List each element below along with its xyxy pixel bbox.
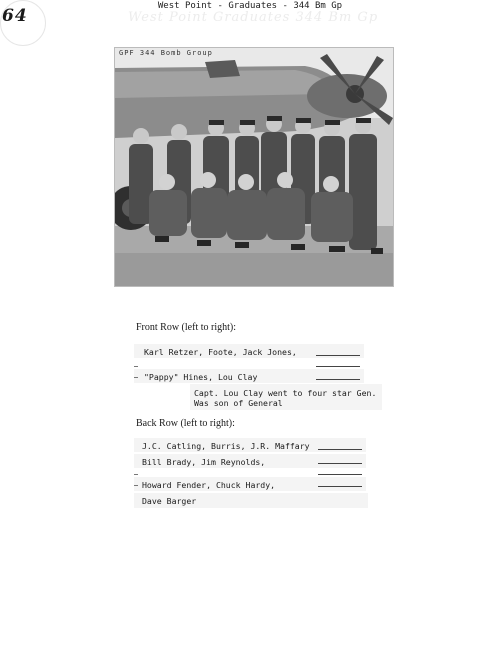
tick-mark [134, 366, 138, 367]
tick-mark [134, 485, 138, 486]
front-row-heading: Front Row (left to right): [136, 322, 236, 333]
blank-line [318, 474, 362, 475]
faint-handwritten-note: West Point Graduates 344 Bm Gp [128, 10, 379, 25]
back-row-line-1: J.C. Catling, Burris, J.R. Maffary [142, 441, 310, 451]
front-row-line-1: Karl Retzer, Foote, Jack Jones, [144, 347, 297, 357]
page-number: 64 [2, 6, 28, 26]
blank-line [316, 366, 360, 367]
back-row-heading: Back Row (left to right): [136, 418, 235, 429]
blank-line [318, 463, 362, 464]
back-row-line-3: Howard Fender, Chuck Hardy, [142, 480, 276, 490]
tick-mark [134, 377, 138, 378]
photo-illustration [115, 48, 393, 286]
blank-line [318, 486, 362, 487]
tick-mark [134, 474, 138, 475]
back-row-line-4: Dave Barger [142, 496, 197, 506]
front-row-line-2: "Pappy" Hines, Lou Clay [144, 372, 258, 382]
photo-caption-strip: GPF 344 Bomb Group [119, 49, 213, 57]
blank-line [316, 355, 360, 356]
blank-line [318, 449, 362, 450]
blank-line [316, 379, 360, 380]
group-photograph [114, 47, 394, 287]
front-row-note-line-2: Was son of General [194, 398, 283, 408]
page-header: West Point - Graduates - 344 Bm Gp [157, 1, 343, 11]
front-row-note-line-1: Capt. Lou Clay went to four star Gen. [194, 388, 377, 398]
back-row-line-2: Bill Brady, Jim Reynolds, [142, 457, 266, 467]
